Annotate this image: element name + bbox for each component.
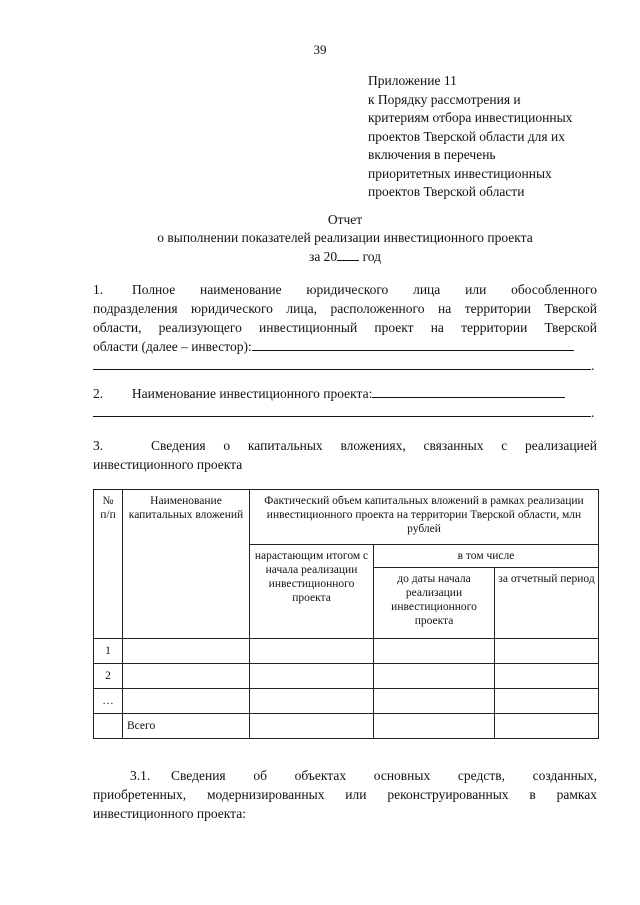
section-1-line-3: области, реализующего инвестиционный проект на территории Тверской [93,320,597,335]
appendix-line: проектов Тверской области [368,184,525,199]
table-cell[interactable] [123,689,250,714]
page-number: 39 [313,42,327,57]
section-1-line-2: подразделения юридического лица, расположенного на территории Тверской [93,301,597,316]
header-cumulative: нарастающим итогом с начала реализации инвестиционного проекта [250,545,374,639]
appendix-line: включения в перечень [368,147,496,162]
table-cell[interactable] [250,714,374,739]
project-name-field[interactable] [372,384,565,398]
header-name: Наименование капитальных вложений [123,490,250,639]
table-cell[interactable] [250,639,374,664]
section-3-1-line-3: инвестиционного проекта: [93,806,246,821]
table-cell[interactable] [495,664,599,689]
table-cell[interactable] [374,714,495,739]
header-reporting-period: за отчетный период [495,568,599,639]
year-suffix: год [362,249,381,264]
section-3-1-number: 3.1. [130,768,151,783]
appendix-line: к Порядку рассмотрения и [368,91,521,107]
table-cell[interactable] [374,689,495,714]
total-label: Всего [123,714,250,739]
appendix-line: проектов Тверской области для их [368,128,565,144]
section-2-number: 2. [93,386,104,401]
header-before-start: до даты начала реализации инвестиционного проекта [374,568,495,639]
table-row [94,689,599,714]
capital-investments-table [93,489,599,739]
report-year-line [0,247,640,266]
section-1-line-1: Полное наименование юридического лица или обособленного [132,282,597,297]
table-cell[interactable] [374,664,495,689]
table-cell[interactable] [374,639,495,664]
header-fact: Фактический объем капитальных вложений в рамках реализации инвестиционного проекта на территории Тверской области, млн рублей [250,490,599,545]
section-3-number: 3. [93,438,104,453]
table-cell[interactable] [123,639,250,664]
table-cell[interactable] [495,639,599,664]
section-3 [93,436,597,474]
section-1-line-4: области (далее – инвестор): [93,339,252,354]
table-row [94,664,599,689]
investor-name-field-cont[interactable] [93,356,591,370]
table-total-row [94,714,599,739]
table-row [94,639,599,664]
table-cell[interactable] [250,689,374,714]
section-3-1-line-2: приобретенных, модернизированных или реконструированных в рамках [93,787,597,802]
table-cell [94,714,123,739]
year-blank [337,247,359,261]
report-subtitle: о выполнении показателей реализации инвестиционного проекта [157,230,533,245]
table-cell[interactable] [495,714,599,739]
appendix-line: приоритетных инвестиционных [368,165,552,181]
period-mark: . [591,358,595,373]
row-number: 2 [94,664,123,689]
section-1-number: 1. [93,282,104,297]
table-cell[interactable] [495,689,599,714]
section-3-1-line-1: Сведения об объектах основных средств, созданных, [171,768,597,783]
section-3-line-1: Сведения о капитальных вложениях, связанных с реализацией [151,438,597,453]
report-title-line: Отчет [327,212,363,227]
section-3-line-2: инвестиционного проекта [93,457,243,472]
appendix-line: критериям отбора инвестиционных [368,110,573,125]
appendix-line: Приложение 11 [368,73,457,88]
period-mark: . [591,405,595,420]
section-3-1 [93,766,597,823]
section-2 [93,384,597,422]
section-1 [93,280,597,375]
section-2-text: Наименование инвестиционного проекта: [131,386,373,401]
report-title [0,211,640,266]
year-prefix: за 20 [308,249,338,264]
row-number: … [94,689,123,714]
header-including: в том числе [374,545,599,568]
project-name-field-cont[interactable] [93,403,591,417]
table-cell[interactable] [250,664,374,689]
table-cell[interactable] [123,664,250,689]
investor-name-field[interactable] [252,337,574,351]
appendix-header [368,72,572,202]
header-num: № п/п [94,490,123,639]
row-number: 1 [94,639,123,664]
